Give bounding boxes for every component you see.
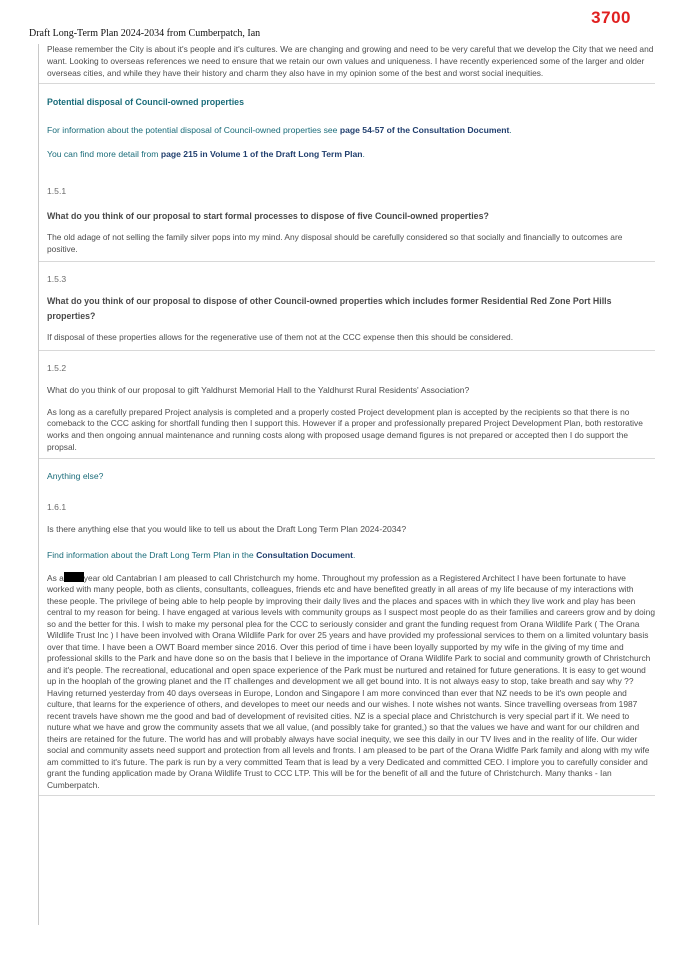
answer-text: If disposal of these properties allows for the regenerative use of them not at the CCC expense then this should be considered. <box>47 331 514 342</box>
submission-content <box>38 44 655 925</box>
anything-else-section <box>39 471 655 791</box>
question-block-152 <box>39 363 655 454</box>
disposal-info-consultation <box>47 125 655 135</box>
question-number: 1.5.1 <box>47 186 67 197</box>
question-number: 1.6.1 <box>47 501 67 512</box>
consultation-document-link[interactable]: page 54-57 of the Consultation Document <box>339 125 510 136</box>
question-block-153 <box>39 274 655 344</box>
info-prefix: For information about the potential disposal of Council-owned properties see <box>47 125 340 136</box>
disposal-section <box>39 97 655 256</box>
disposal-info-ltp <box>47 149 655 159</box>
divider <box>39 350 655 351</box>
divider <box>39 83 655 84</box>
answer-rest: year old Cantabrian I am pleased to call Christchurch my home. Throughout my profession as a Registered Architect I have been fortunate to have worked with many people, both as clients, consultants, colleagues, friends etc and have benefited greatly in all areas of my life because of my interactions with these people. The privilege of being able to help people by improving their daily lives and the places and spaces with in which they live work and play has been central to my reason for being. I have engaged at various levels with community groups as I suspect most people do as their families and careers grow and by doing so and the better for this. I wish to make my personal plea for the CCC to seriously consider and grant the funding request from Orana Wildlife Park ( The Orana Wildlife Trust Inc ) I have been involved with Orana Wildlife Park for over 25 years and have provided my professional services to them on a limited voluntary basis over that time. I have been a OWT Board member since 2016. Over this period of time i have been loyally supported by my wife in the giving of my time and professional skills to the Park and have done so on the basis that I believe in the importance of Orana Wildlife Park to social and community growth of Christchurch and it's people. The recreational, educational and open space experience of the Park must be nurtured and retained for future generations. It is easy to get wound up in the hooplah of the growing planet and the IT challenges and development we all get bound into. It is not always easy to stop, take breath and say why ?? Having returned yesterday from 40 days overseas in Europe, London and Singapore I am more convinced than ever that NZ needs to be it's own people and culture, that learns for the experience of others, and developes to meet our needs and our wishes. I note wishes not wants. Since travelling overseas from 1987 recent travels have shown me the good and bad of development of revisited cities. NZ is a special place and Christchurch is very special part if it. We need to nuture what we have and grow the community assets that we all value, (and possibly take for granted,) so that the values we have and want for our children and theirs are retained for the future. The world has and will probably always have social inequity, we see this daily in our TV lives and in the reality of life. Our wider social and community assets need support and protection from all levels and fronts. I am pleased to be part of the Orana Widlfe Park family and along with my wife am committed to it's future. The park is run by a very committed Team that is lead by a very Dedicated and committed CEO. I implore you to carefully consider and grant the funding application made by Orana Wildlife Trust to CCC LTP. This will be for the benefit of all and the future of Christchurch. Many thanks - Ian Cumberpatch. <box>47 572 655 790</box>
question-number: 1.5.2 <box>47 362 67 373</box>
info-suffix: . <box>362 149 365 160</box>
divider <box>39 795 655 796</box>
question-text: What do you think of our proposal to dispose of other Council-owned properties which includes former Residential Red Zone Port Hills properties? <box>47 295 612 321</box>
answer-text <box>47 572 655 792</box>
intro-text: Please remember the City is about it's people and it's cultures. We are changing and growing and need to be very careful that we develop the City that we need and want. Looking to overseas references we need to ensure that we retain our own values and uniqueness. I have recently experienced some of the larger and older overseas cities, and while they have their history and charm they also have in my opinion some of the best and worst social inequities. <box>47 44 654 78</box>
redaction-box <box>64 572 84 582</box>
divider <box>39 261 655 262</box>
page-number: 3700 <box>591 8 631 27</box>
question-text: What do you think of our proposal to gift Yaldhurst Memorial Hall to the Yaldhurst Rural Residents' Association? <box>47 384 470 395</box>
question-number: 1.5.3 <box>47 273 67 284</box>
document-header: Draft Long-Term Plan 2024-2034 from Cumberpatch, Ian <box>29 28 261 39</box>
ltp-volume-link[interactable]: page 215 in Volume 1 of the Draft Long Term Plan <box>160 149 363 160</box>
intro-block <box>39 44 655 79</box>
ltp-info <box>47 550 655 560</box>
section-heading-disposal: Potential disposal of Council-owned properties <box>47 97 244 108</box>
question-text: What do you think of our proposal to start formal processes to dispose of five Council-owned properties? <box>47 211 489 222</box>
answer-start: As a <box>47 572 64 583</box>
divider <box>39 458 655 459</box>
question-text: Is there anything else that you would like to tell us about the Draft Long Term Plan 2024-2034? <box>47 523 407 534</box>
info-prefix: You can find more detail from <box>47 149 161 160</box>
answer-text: As long as a carefully prepared Project analysis is completed and a properly costed Project development plan is accepted by the recipients so that there is no comeback to the CCC asking for shortfall funding then I support this. However if a proper and professionally prepared Project Development Plan, both restorative works and then ongoing annual maintenance and running costs along with proposed usage demand figures is not prepared or accepted then I do support the propsal. <box>47 406 643 452</box>
info-suffix: . <box>509 125 512 136</box>
section-heading-anything-else: Anything else? <box>47 470 104 481</box>
info-prefix: Find information about the Draft Long Term Plan in the <box>47 549 257 560</box>
answer-text: The old adage of not selling the family silver pops into my mind. Any disposal should be carefully considered so that socially and financially to outcomes are positive. <box>47 232 623 255</box>
info-suffix: . <box>353 549 356 560</box>
consultation-document-link[interactable]: Consultation Document <box>256 549 353 560</box>
